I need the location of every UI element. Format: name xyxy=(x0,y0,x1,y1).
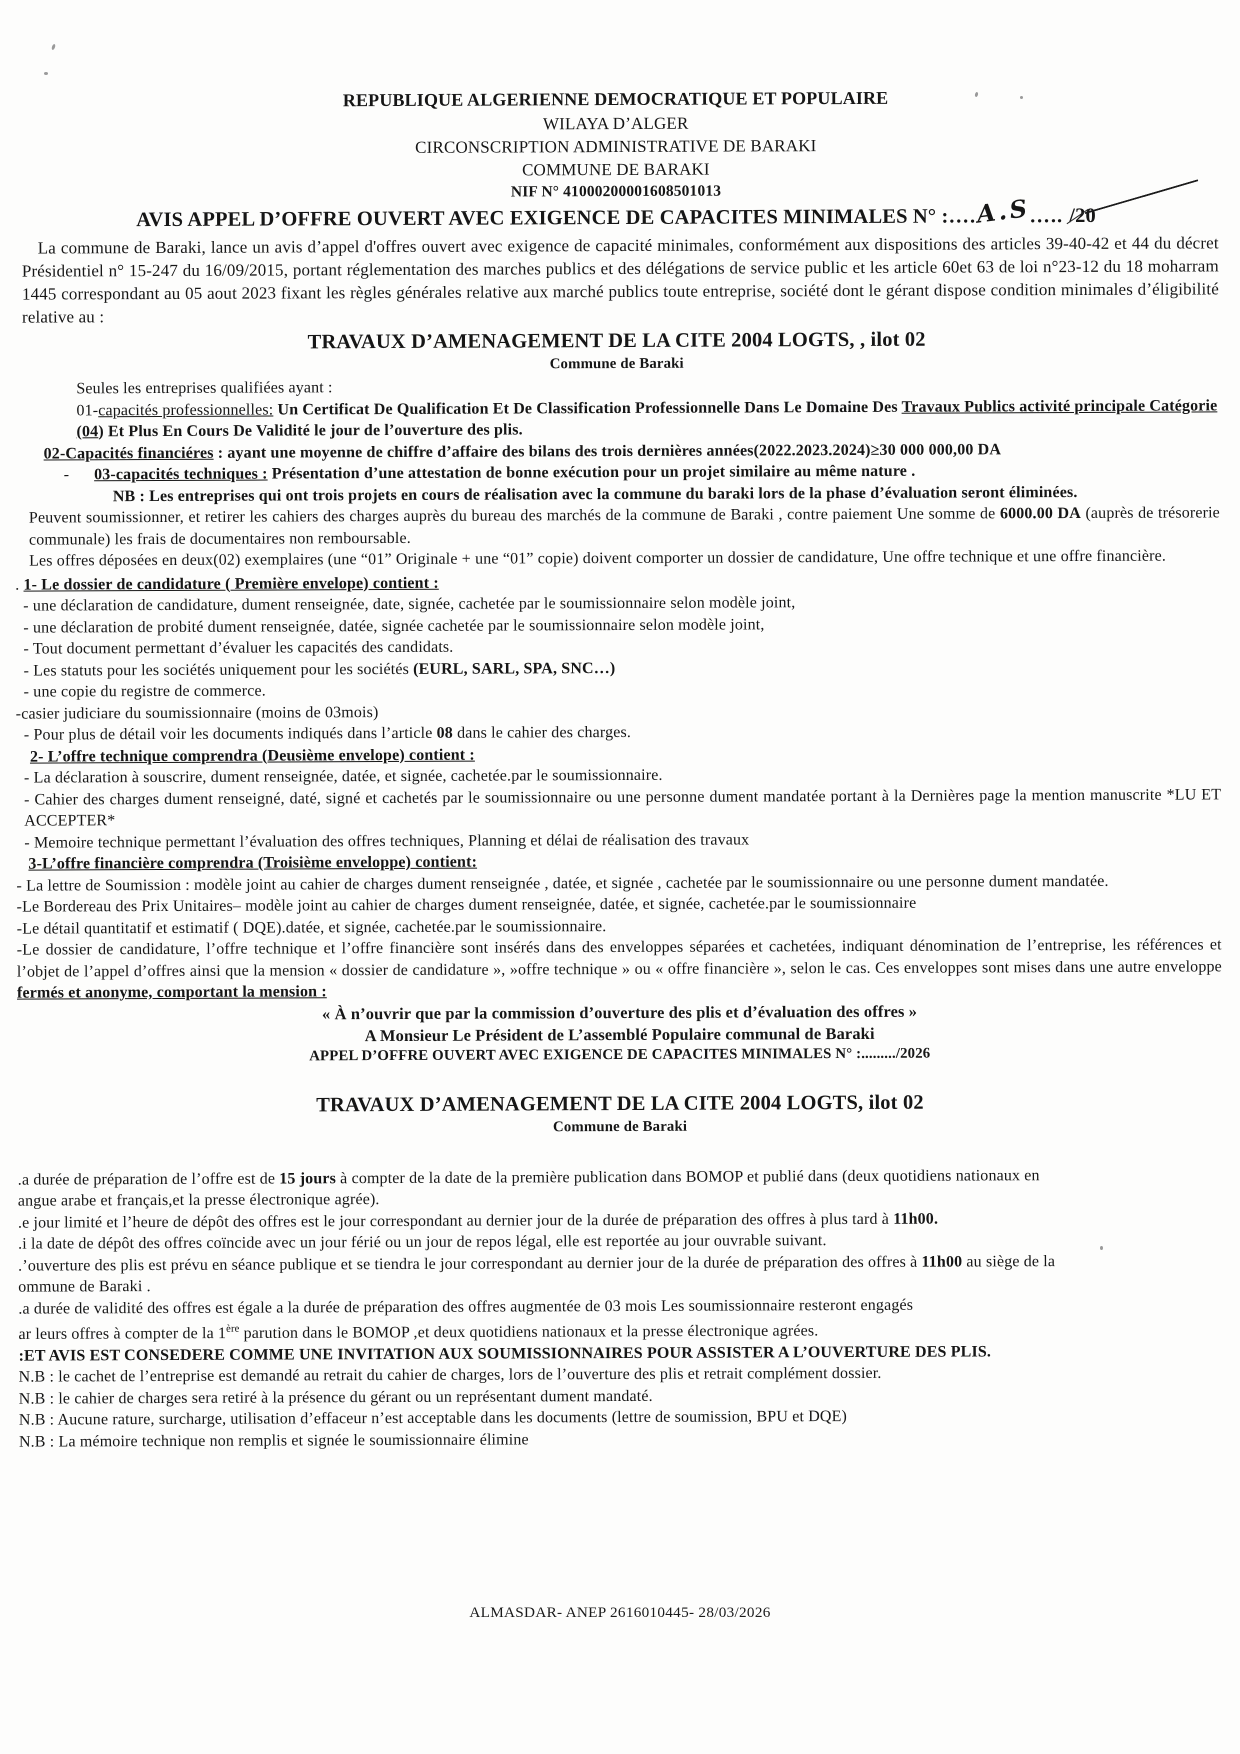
text-segment: 1- Le dossier de candidature ( Première envelope) contient : xyxy=(23,574,439,594)
text-segment: Commune de Baraki xyxy=(549,355,684,373)
appel-ref-line xyxy=(17,1043,1222,1067)
text-segment: 15 jours xyxy=(279,1169,337,1187)
text-segment: N.B : le cahier de charges sera retiré à la présence du gérant ou un représentant dument mandaté. xyxy=(18,1387,653,1408)
text-segment: .i la date de dépôt des offres coïncide avec un jour férié ou un jour de repos légal, elle est reportée au jour ouvrable suivant. xyxy=(18,1232,827,1253)
text-segment: Un Certificat De Qualification Et De Classification Professionnelle Dans Le Domaine Des xyxy=(273,398,902,419)
text-segment: 11h00 xyxy=(921,1253,963,1271)
text-segment: -casier judiciare du soumissionnaire (moins de 03mois) xyxy=(15,703,379,723)
text-segment: Commune de Baraki xyxy=(552,1118,688,1135)
text-segment: au siège de la xyxy=(962,1252,1056,1271)
text-segment: ommune de Baraki . xyxy=(18,1278,151,1296)
text-segment: 6000.00 DA xyxy=(999,504,1081,523)
text-segment: CIRCONSCRIPTION ADMINISTRATIVE DE BARAKI xyxy=(415,136,817,157)
text-segment: :ET AVIS EST CONSEDERE COMME UNE INVITATION AUX SOUMISSIONNAIRES POUR ASSISTER A L’OUVERTURE DES PLIS. xyxy=(18,1343,992,1365)
dotted-blank: ….. xyxy=(1029,205,1070,228)
notice-title-text: AVIS APPEL D’OFFRE OUVERT AVEC EXIGENCE DE CAPACITES MINIMALES N° : xyxy=(136,205,949,232)
text-segment: 08 xyxy=(436,724,453,742)
document-body xyxy=(14,231,1224,1453)
text-segment: - Les statuts pour les sociétés uniquement pour les sociétés xyxy=(23,660,414,680)
project-subtitle-2 xyxy=(18,1115,1223,1139)
document-header xyxy=(13,83,1218,204)
text-segment: NB : Les entreprises qui ont trois projets en cours de réalisation avec la commune du baraki lors de la phase d’évaluation seront éliminées. xyxy=(112,483,1078,505)
text-segment: TRAVAUX D’AMENAGEMENT DE LA CITE 2004 LOGTS, , ilot 02 xyxy=(307,328,926,354)
text-segment: - xyxy=(63,466,95,484)
text-segment: 03-capacités techniques : xyxy=(94,465,268,484)
handwritten-mark: A.S xyxy=(974,193,1032,229)
text-segment: 2- L’offre technique comprendra (Deusième envelope) contient : xyxy=(29,746,475,766)
text-segment: - une déclaration de probité dument renseignée, datée, signée cachetée par le soumissionnaire selon modèle joint, xyxy=(23,615,765,637)
text-segment: - Tout document permettant d’évaluer les capacités des candidats. xyxy=(23,638,454,658)
text-segment: Présentation d’une attestation de bonne exécution pour un projet similaire au même nature . xyxy=(267,462,916,483)
text-segment: COMMUNE DE BARAKI xyxy=(522,159,710,180)
text-segment: - une déclaration de candidature, dument renseignée, date, signée, cachetée par le soumissionnaire selon modèle joint, xyxy=(23,594,796,615)
text-segment: -Le détail quantitatif et estimatif ( DQE).datée, et signée, cachetée.par le soumissionnaire. xyxy=(16,917,607,938)
text-segment: à compter de la date de la première publication dans BOMOP et publié dans (deux quotidiens nationaux en xyxy=(335,1166,1040,1187)
notice-title xyxy=(14,193,1219,234)
text-segment: Travaux Publics activité principale Catégorie (04 xyxy=(76,396,1218,441)
text-segment: capacités professionnelles: xyxy=(98,401,274,419)
document-line xyxy=(24,784,1221,832)
text-segment: TRAVAUX D’AMENAGEMENT DE LA CITE 2004 LOGTS, ilot 02 xyxy=(316,1091,924,1116)
document-line xyxy=(29,502,1220,550)
text-segment: .a durée de préparation de l’offre est de xyxy=(17,1169,280,1189)
text-segment: A Monsieur Le Président de L’assemblé Populaire communal de Baraki xyxy=(364,1023,875,1045)
text-segment: - Cahier des charges dument renseigné, daté, signé et cachetés par le soumissionnaire ou une personne dument mandatée portant à la Dernières page la mention manuscrite *LU ET ACCEPTER* xyxy=(24,785,1222,830)
text-segment: N.B : le cachet de l’entreprise est demandé au retrait du cahier de charges, lors de l’ouverture des plis et retrait complément dossier. xyxy=(18,1365,882,1386)
text-segment: . xyxy=(15,576,24,594)
document-content xyxy=(13,83,1224,1453)
document-line xyxy=(22,231,1219,328)
text-segment: dans le cahier des charges. xyxy=(452,723,632,742)
text-segment: « À n’ouvrir que par la commission d’ouverture des plis et d’évaluation des offres » xyxy=(321,1001,918,1023)
text-segment: Les offres déposées en deux(02) exemplaires (une “01” Originale + une “01” copie) doivent comporter un dossier de candidature, Une offre technique et une offre financière. xyxy=(29,547,1167,570)
text-segment: - une copie du registre de commerce. xyxy=(23,682,266,701)
text-segment: (EURL, SARL, SPA, SNC…) xyxy=(413,659,616,678)
text-segment: .’ouverture des plis est prévu en séance publique et se tiendra le jour correspondant au dernier jour de la durée de préparation des offres à xyxy=(18,1253,922,1275)
text-segment: La commune de Baraki, lance un avis d’appel d'offres ouvert avec exigence de capacité minimales, conformément aux dispositions des articles 39-40-42 et 44 du décret Présidentiel n° 15-247 du 16/09/2015, portant réglementation des marches publics et des délégations de service public et les article 60et 63 de loi n°23-12 du 18 moharram 1445 correspondant au 05 aout 2023 fixant les règles générales relative aux marché publics toute entreprise, société dont le gérant dispose condition minimales d’éligibilité relative au : xyxy=(21,233,1219,327)
text-segment: - Memoire technique permettant l’évaluation des offres techniques, Planning et délai de réalisation des travaux xyxy=(24,830,750,852)
text-segment: ère xyxy=(226,1323,240,1335)
text-segment: - La déclaration à souscrire, dument renseignée, datée, et signée, cachetée.par le soumissionnaire. xyxy=(24,766,663,787)
document-line xyxy=(17,934,1222,1004)
text-segment: -Le Bordereau des Prix Unitaires– modèle joint au cahier de charges dument renseignée, datée, et signée, cachetée.par le soumissionnaire xyxy=(16,894,917,916)
text-segment: 02-Capacités financiéres xyxy=(43,444,214,463)
text-segment: N.B : La mémoire technique non remplis et signée le soumissionnaire élimine xyxy=(18,1431,529,1451)
text-segment: .a durée de validité des offres est égale a la durée de préparation des offres augmentée de 03 mois Les soumissionnaire resteront engagés xyxy=(18,1296,914,1318)
scan-artifact xyxy=(51,44,56,51)
text-segment: 01- xyxy=(76,401,99,419)
text-segment: NIF N° 41000200001608501013 xyxy=(510,182,722,201)
dotted-blank: …. xyxy=(948,205,977,228)
scan-artifact xyxy=(44,72,48,75)
text-segment: WILAYA D’ALGER xyxy=(542,113,689,134)
text-segment: .e jour limité et l’heure de dépôt des offres est le jour correspondant au dernier jour de la durée de préparation des offres à plus tard à xyxy=(17,1210,894,1232)
text-segment: N.B : Aucune rature, surcharge, utilisation d’effaceur n’est acceptable dans les documents (lettre de soumission, BPU et DQE) xyxy=(18,1408,848,1429)
text-segment: - La lettre de Soumission : modèle joint au cahier de charges dument renseignée , datée, et signée , cachetée par le soumissionnaire ou une personne dument mandatée. xyxy=(16,872,1109,895)
text-segment: Peuvent soumissionner, et retirer les cahiers des charges auprès du bureau des marchés de la commune de Baraki , contre paiement Une somme de xyxy=(28,505,1000,527)
text-segment: Seules les entreprises qualifiées ayant : xyxy=(76,379,333,398)
text-segment: fermés et anonyme, comportant la mension : xyxy=(16,983,327,1002)
text-segment: REPUBLIQUE ALGERIENNE DEMOCRATIQUE ET POPULAIRE xyxy=(342,87,889,111)
document-line xyxy=(76,395,1219,443)
text-segment: angue arabe et français,et la presse électronique agrée). xyxy=(17,1191,380,1210)
text-segment: parution dans le BOMOP ,et deux quotidiens nationaux et la presse électronique agrées. xyxy=(239,1322,819,1342)
document-line xyxy=(29,545,1220,572)
nb-4 xyxy=(19,1426,1224,1453)
text-segment: ayant une moyenne de chiffre d’affaire des bilans des trois dernières années(2022.2023.2024)≥30 000 000,00 DA xyxy=(227,440,1002,462)
text-segment: APPEL D’OFFRE OUVERT AVEC EXIGENCE DE CAPACITES MINIMALES N° :........./2026 xyxy=(309,1045,931,1064)
notice-title-year: /20 xyxy=(1069,204,1096,228)
text-segment: 3-L’offre financière comprendra (Troisième enveloppe) contient: xyxy=(28,853,478,873)
project-subtitle-1 xyxy=(14,352,1219,376)
text-segment: (auprès de trésorerie communale) les frais de documentaires non remboursable. xyxy=(28,504,1220,549)
text-segment: - Pour plus de détail voir les documents indiqués dans l’article xyxy=(23,724,437,744)
footer-imprint: ALMASDAR- ANEP 2616010445- 28/03/2026 xyxy=(469,1604,771,1621)
text-segment: -Le dossier de candidature, l’offre technique et l’offre financière sont insérés dans des enveloppes séparées et cachetées, indiquant dénomination de l’entreprise, les références et l’objet de l’appel d’offres ainsi que la mension « dossier de candidature », »offre technique » ou « offre financière », selon le cas. Ces enveloppes sont mises dans une autre enveloppe xyxy=(16,936,1222,981)
text-segment: : xyxy=(213,444,228,462)
text-segment: 11h00. xyxy=(893,1210,939,1228)
text-segment: ) Et Plus En Cours De Validité le jour de l’ouverture des plis. xyxy=(98,421,523,441)
text-segment: ar leurs offres à compter de la 1 xyxy=(18,1325,227,1343)
